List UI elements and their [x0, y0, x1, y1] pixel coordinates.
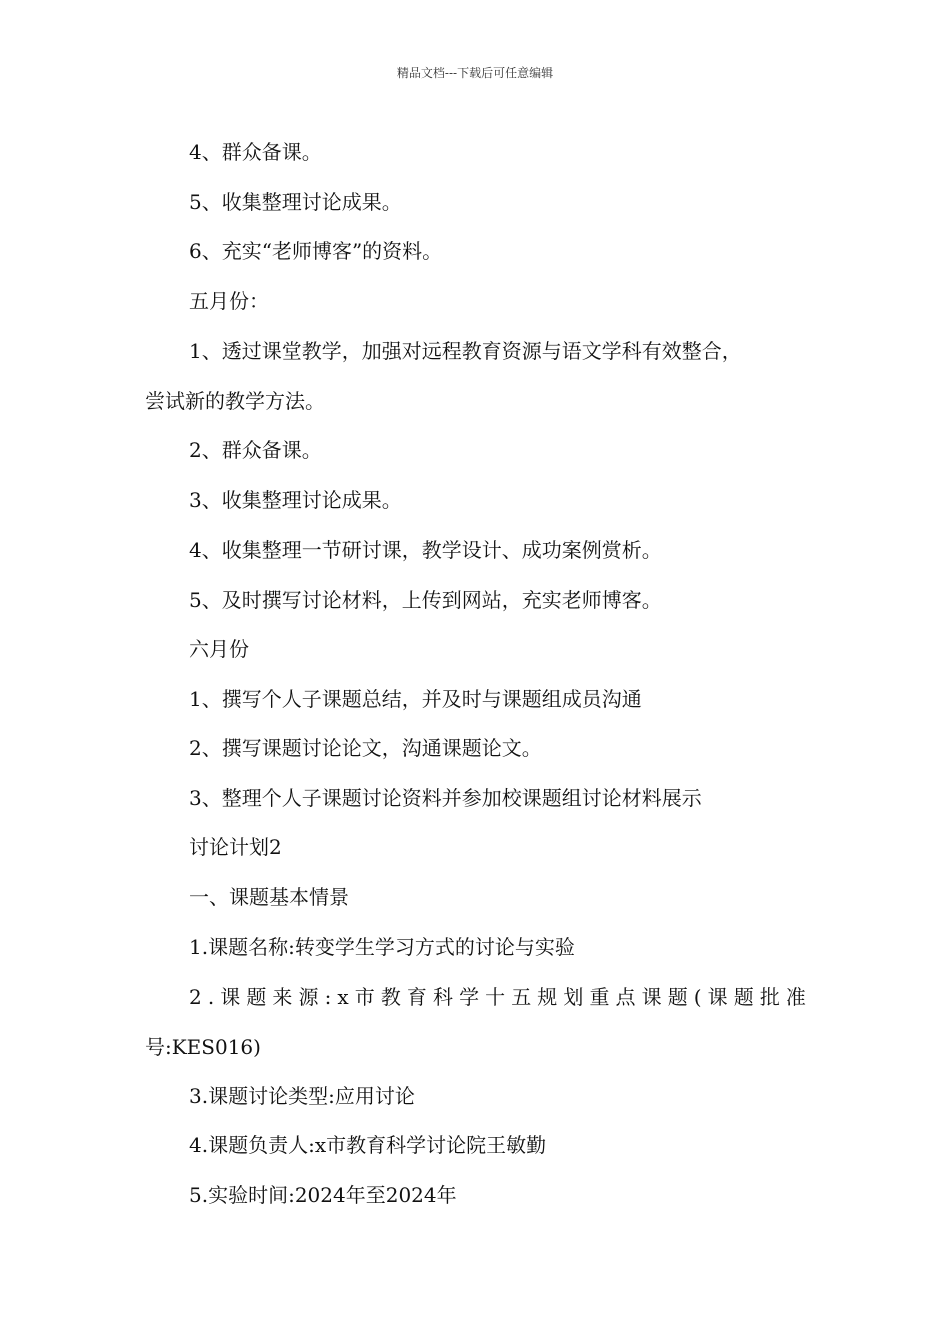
section-heading: 六月份: [189, 637, 249, 661]
text-glyph: x: [337, 985, 349, 1009]
text-glyph: 育: [406, 985, 427, 1009]
text-glyph: 划: [563, 985, 584, 1009]
text-glyph: 题: [667, 985, 688, 1009]
text-glyph: 科: [432, 985, 453, 1009]
text-line: 2、群众备课。: [189, 438, 322, 462]
text-line: 5.实验时间:2024年至2024年: [189, 1183, 457, 1207]
text-line: 3、收集整理讨论成果。: [189, 488, 402, 512]
section-heading: 讨论计划2: [189, 835, 282, 859]
text-glyph: 课: [641, 985, 662, 1009]
text-line: 2、撰写课题讨论论文，沟通课题论文。: [189, 736, 542, 760]
text-glyph: 重: [589, 985, 610, 1009]
text-line: 4、收集整理一节研讨课，教学设计、成功案例赏析。: [189, 538, 662, 562]
text-line: 6、充实“老师博客”的资料。: [189, 239, 443, 263]
text-glyph: 题: [246, 985, 267, 1009]
section-heading: 一、课题基本情景: [189, 885, 349, 909]
text-glyph: 市: [354, 985, 375, 1009]
text-glyph: :: [324, 985, 332, 1009]
text-glyph: 规: [537, 985, 558, 1009]
text-glyph: 源: [298, 985, 319, 1009]
text-glyph: (: [693, 985, 702, 1009]
text-glyph: 题: [733, 985, 754, 1009]
section-heading: 五月份：: [189, 289, 269, 313]
text-line: 3.课题讨论类型:应用讨论: [189, 1084, 415, 1108]
text-glyph: .: [207, 985, 215, 1009]
text-line: 3、整理个人子课题讨论资料并参加校课题组讨论材料展示: [189, 786, 702, 810]
text-glyph: 十: [485, 985, 506, 1009]
page-header: 精品文档---下载后可任意编辑: [396, 66, 554, 80]
text-glyph: 教: [380, 985, 401, 1009]
text-line: 4、群众备课。: [189, 140, 322, 164]
text-line: 号:KES016): [145, 1035, 261, 1059]
text-line: 1、透过课堂教学，加强对远程教育资源与语文学科有效整合，: [189, 339, 742, 363]
text-line: 5、收集整理讨论成果。: [189, 190, 402, 214]
text-line: 4.课题负责人:x市教育科学讨论院王敏勤: [189, 1133, 547, 1157]
text-glyph: 学: [459, 985, 480, 1009]
text-glyph: 点: [615, 985, 636, 1009]
text-glyph: 课: [707, 985, 728, 1009]
text-line: 1、撰写个人子课题总结，并及时与课题组成员沟通: [189, 687, 642, 711]
text-glyph: 来: [272, 985, 293, 1009]
text-line: 5、及时撰写讨论材料，上传到网站，充实老师博客。: [189, 588, 662, 612]
text-glyph: 2: [189, 985, 202, 1009]
text-glyph: 五: [511, 985, 532, 1009]
text-line: 1.课题名称:转变学生学习方式的讨论与实验: [189, 935, 575, 959]
text-line: 尝试新的教学方法。: [145, 389, 325, 413]
justified-text-line: [189, 984, 806, 1010]
text-glyph: 准: [785, 985, 806, 1009]
text-glyph: 课: [220, 985, 241, 1009]
text-glyph: 批: [759, 985, 780, 1009]
